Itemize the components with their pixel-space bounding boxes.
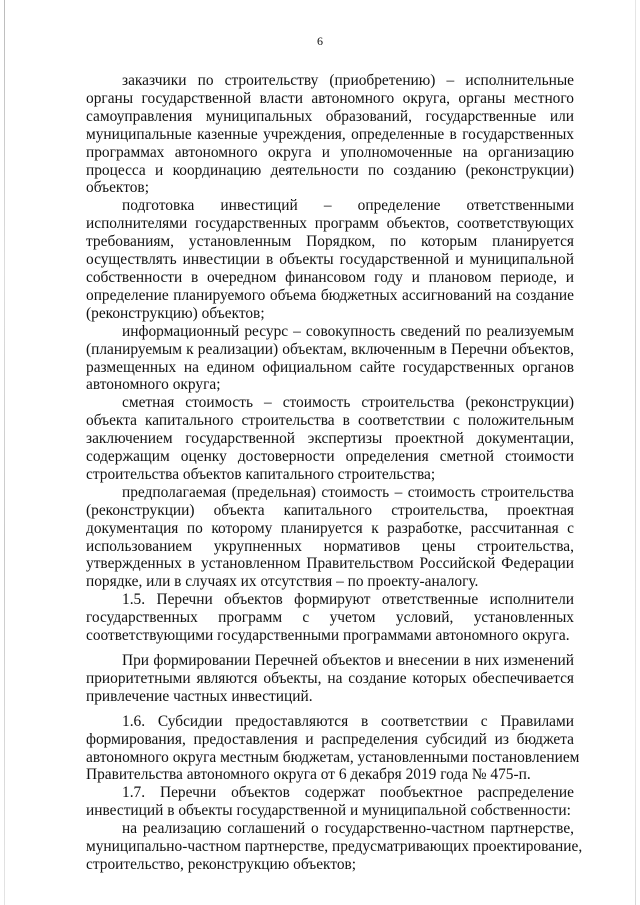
- text-line: порядке, или в случаях их отсутствия – по проекту-аналогу.: [86, 573, 479, 591]
- text-line: инвестиций в объекты государственной и муниципальной собственности:: [86, 802, 571, 820]
- text-line: размещенных на едином официальном сайте государственных органов: [86, 358, 574, 376]
- text-line: строительства объектов капитального строительства;: [86, 465, 436, 483]
- paragraph: [86, 652, 574, 706]
- text-line: собственности в очередном финансовом году и плановом периоде, и: [86, 268, 574, 286]
- text-line: программах автономного округа и уполномоченные на организацию: [86, 143, 574, 161]
- paragraph: [86, 591, 574, 645]
- text-line: объектов;: [86, 179, 149, 197]
- text-line: 1.6. Субсидии предоставляются в соответствии с Правилами: [122, 712, 574, 730]
- text-line: (реконструкцию) объектов;: [86, 304, 265, 322]
- text-line: государственных программ с учетом условий, установленных: [86, 609, 574, 627]
- page-number: 6: [317, 34, 323, 48]
- document-body: [86, 72, 583, 874]
- text-line: самоуправления муниципальных образований, государственные или: [86, 107, 574, 125]
- text-line: соответствующими государственными программами автономного округа.: [86, 627, 570, 645]
- text-line: строительство, реконструкцию объектов;: [86, 855, 357, 873]
- text-line: органы государственной власти автономного округа, органы местного: [86, 89, 574, 107]
- text-line: сметная стоимость – стоимость строительства (реконструкции): [122, 394, 574, 412]
- paragraph: [86, 484, 574, 591]
- text-line: объекта капитального строительства в соответствии с положительным: [86, 412, 574, 430]
- text-line: 1.5. Перечни объектов формируют ответственные исполнители: [122, 591, 574, 609]
- text-line: муниципально-частном партнерстве, предусматривающих проектирование,: [86, 838, 583, 856]
- text-line: требованиям, установленным Порядком, по которым планируется: [86, 233, 574, 251]
- text-line: содержащим оценку достоверности определения сметной стоимости: [86, 448, 574, 466]
- paragraph: [86, 197, 574, 322]
- text-line: на реализацию соглашений о государственно-частном партнерстве,: [122, 820, 574, 838]
- text-line: определение планируемого объема бюджетных ассигнований на создание: [86, 286, 574, 304]
- scan-edge-left: [4, 0, 5, 905]
- text-line: 1.7. Перечни объектов содержат пообъектное распределение: [122, 784, 574, 802]
- text-line: приоритетными являются объекты, на создание которых обеспечивается: [86, 669, 574, 687]
- text-line: утвержденных в установленном Правительством Российской Федерации: [86, 555, 574, 573]
- paragraph: [86, 712, 580, 785]
- text-line: использованием укрупненных нормативов цены строительства,: [86, 537, 574, 555]
- text-line: подготовка инвестиций – определение ответственными: [122, 197, 574, 215]
- paragraph: [86, 394, 574, 484]
- text-line: Правительства автономного округа от 6 декабря 2019 года № 475-п.: [86, 766, 531, 784]
- text-line: автономного округа;: [86, 376, 221, 394]
- paragraph: [86, 72, 574, 197]
- text-line: (реконструкции) объекта капитального строительства, проектная: [86, 501, 574, 519]
- text-line: муниципальные казенные учреждения, определенные в государственных: [86, 125, 574, 143]
- text-line: (планируемым к реализации) объектам, включенным в Перечни объектов,: [86, 340, 574, 358]
- text-line: При формировании Перечней объектов и внесении в них изменений: [122, 652, 574, 669]
- text-line: формирования, предоставления и распределения субсидий из бюджета: [86, 730, 574, 748]
- text-line: осуществлять инвестиции в объекты государственной и муниципальной: [86, 251, 574, 269]
- text-line: заказчики по строительству (приобретению) – исполнительные: [122, 72, 574, 89]
- text-line: предполагаемая (предельная) стоимость – стоимость строительства: [122, 483, 574, 501]
- text-line: заключением государственной экспертизы проектной документации,: [86, 430, 574, 448]
- paragraph: [86, 784, 574, 820]
- scan-edge-right: [635, 0, 636, 905]
- text-line: привлечение частных инвестиций.: [86, 687, 313, 705]
- text-line: процесса и координацию деятельности по созданию (реконструкции): [86, 161, 574, 179]
- text-line: исполнителями государственных программ объектов, соответствующих: [86, 215, 574, 233]
- paragraph: [86, 820, 583, 874]
- text-line: информационный ресурс – совокупность сведений по реализуемым: [122, 322, 574, 340]
- paragraph: [86, 323, 574, 395]
- text-line: документация по которому планируется к разработке, рассчитанная с: [86, 519, 574, 537]
- text-line: автономного округа местным бюджетам, установленными постановлением: [86, 748, 580, 766]
